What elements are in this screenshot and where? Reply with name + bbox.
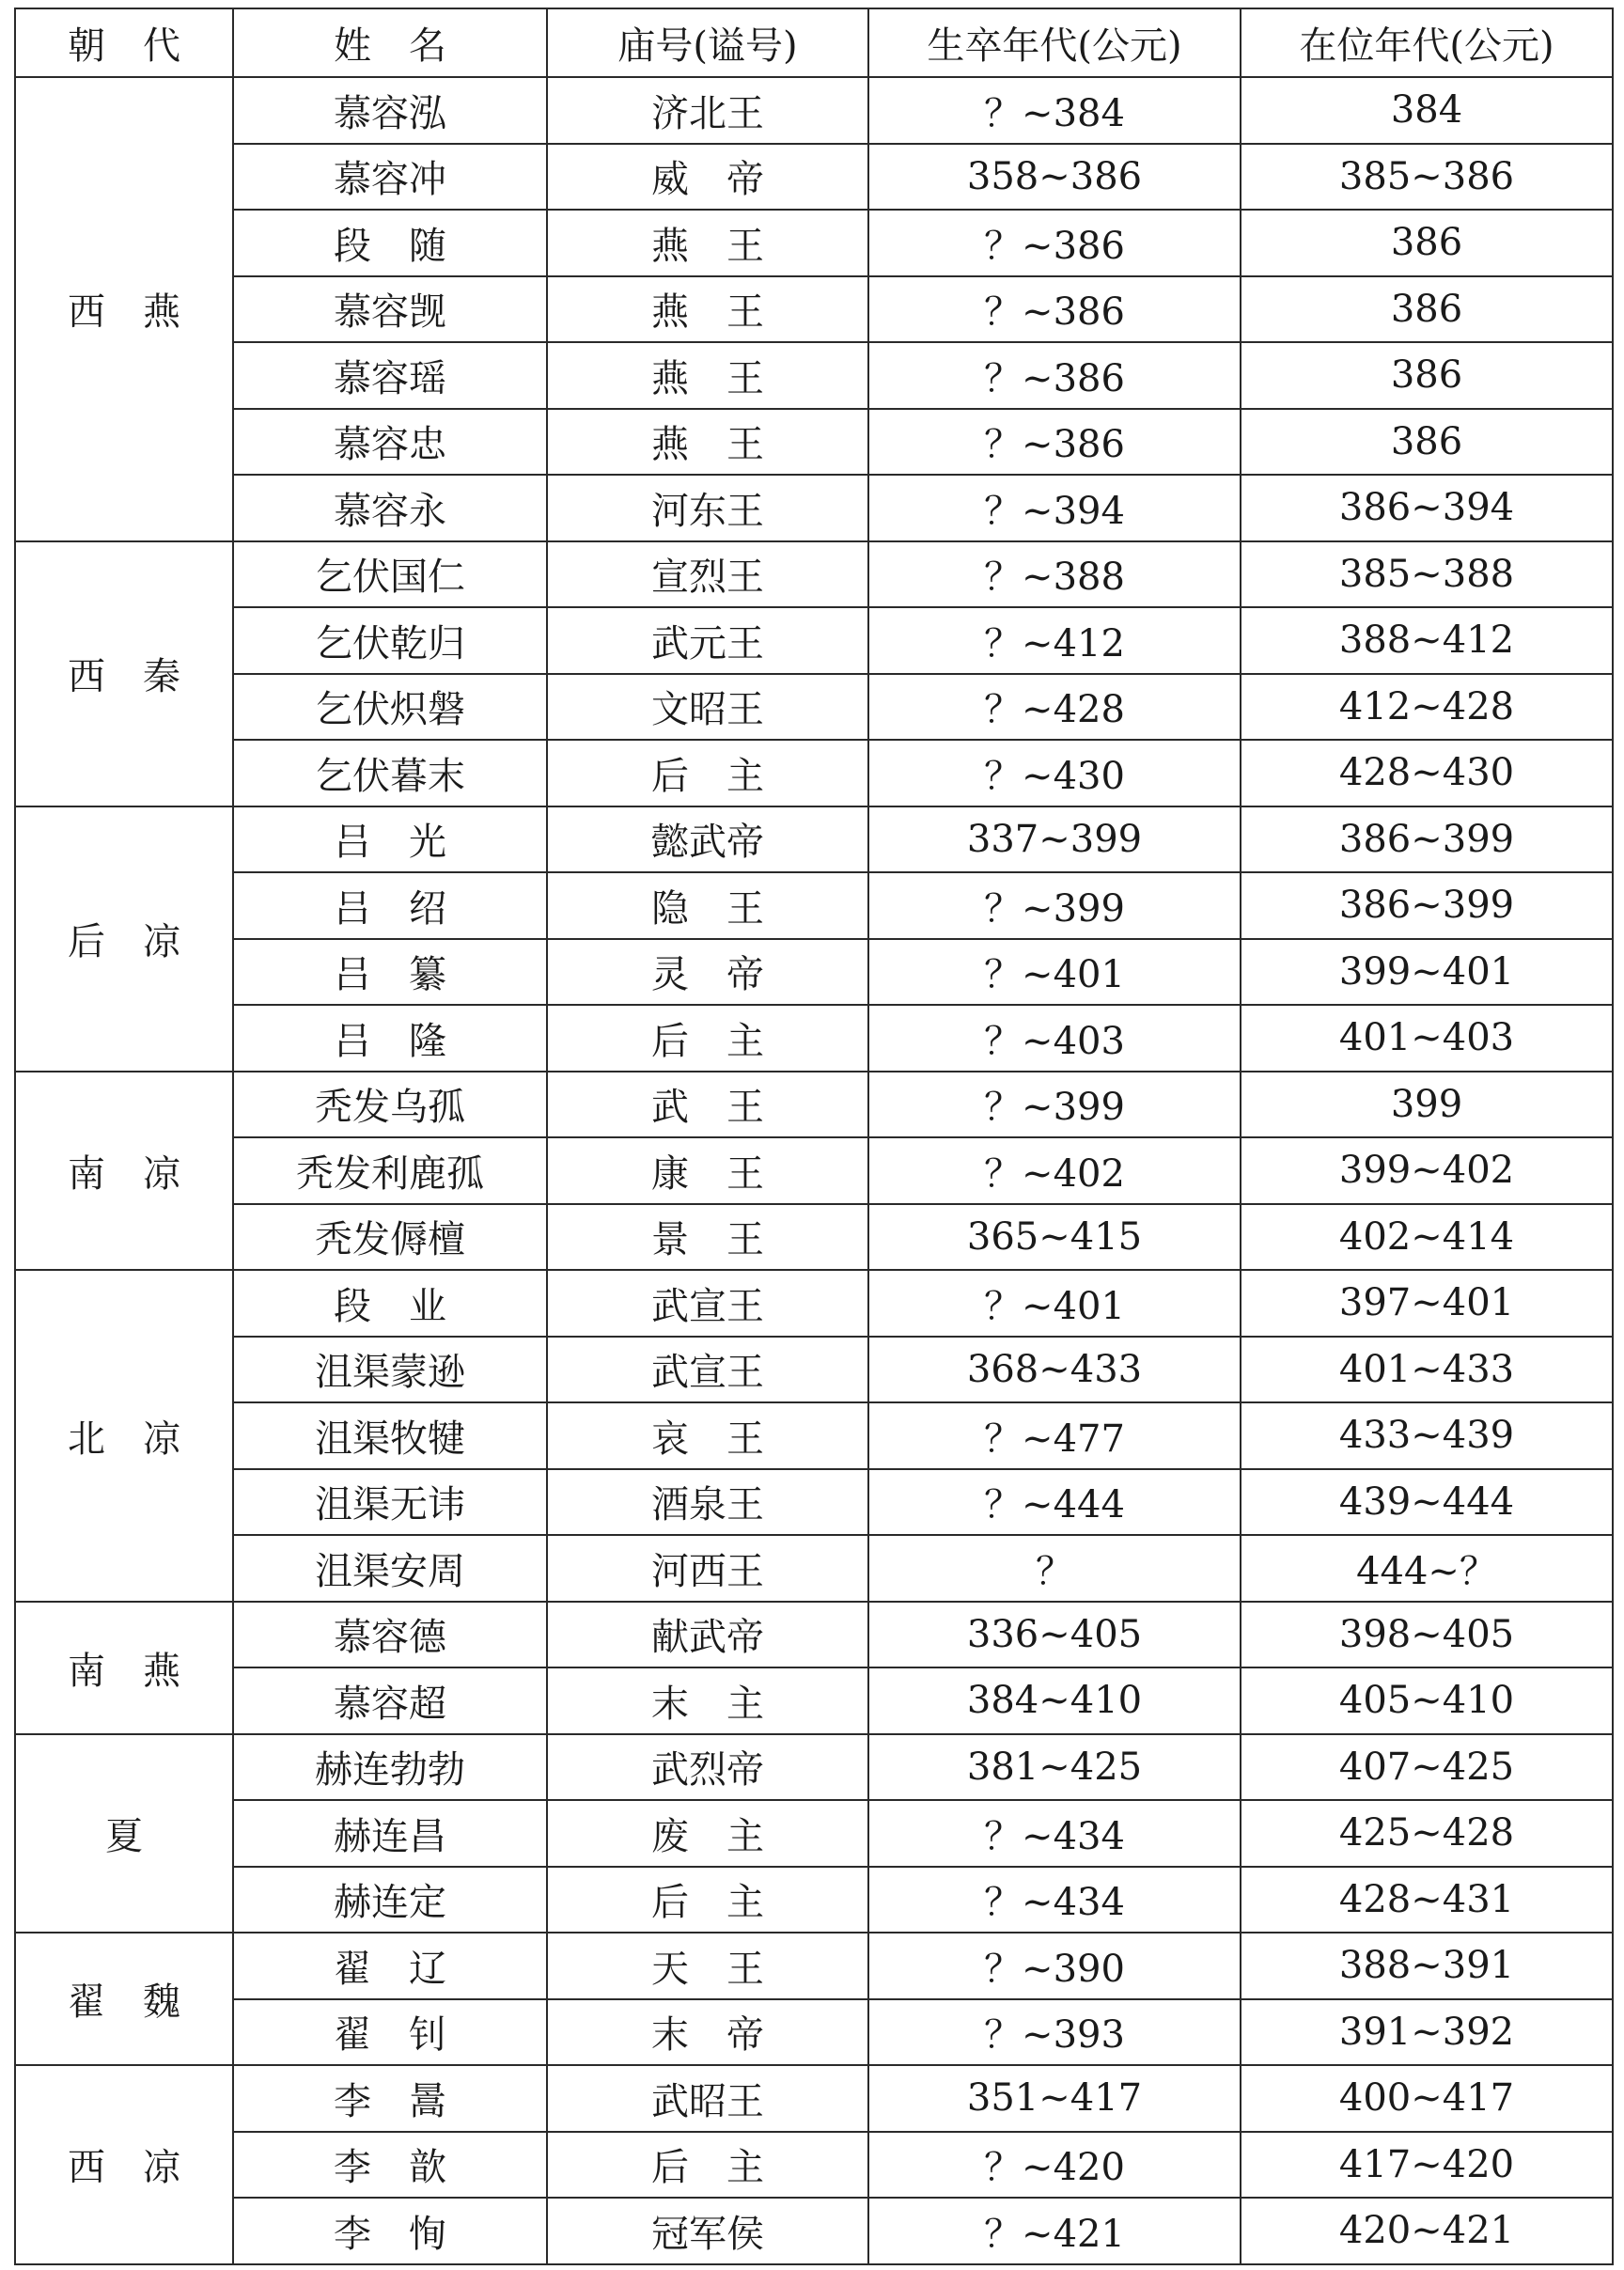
reign-cell: 386: [1241, 342, 1613, 409]
lifespan-cell: ？~386: [868, 409, 1241, 476]
reign-cell: 397~401: [1241, 1270, 1613, 1337]
ruler-name-cell: 慕容忠: [233, 409, 547, 476]
ruler-name-cell: 吕 绍: [233, 872, 547, 939]
ruler-name-cell: 乞伏国仁: [233, 541, 547, 608]
table-row: [15, 674, 1613, 741]
reign-cell: 400~417: [1241, 2065, 1613, 2132]
reign-cell: 386: [1241, 276, 1613, 343]
table-row: [15, 1137, 1613, 1204]
reign-cell: 417~420: [1241, 2132, 1613, 2199]
ruler-name-cell: 秃发乌孤: [233, 1072, 547, 1138]
table-header: [15, 8, 1613, 77]
table-row: [15, 939, 1613, 1006]
lifespan-cell: ？~420: [868, 2132, 1241, 2199]
ruler-name-cell: 李 暠: [233, 2065, 547, 2132]
ruler-name-cell: 秃发利鹿孤: [233, 1137, 547, 1204]
reign-cell: 385~388: [1241, 541, 1613, 608]
table-row: [15, 872, 1613, 939]
temple-title-cell: 末 帝: [547, 1999, 868, 2066]
table-row: [15, 342, 1613, 409]
dynasty-cell: 南 凉: [15, 1072, 233, 1271]
temple-title-cell: 燕 王: [547, 342, 868, 409]
lifespan-cell: ？~388: [868, 541, 1241, 608]
lifespan-cell: ？~403: [868, 1005, 1241, 1072]
dynasty-cell: 西 凉: [15, 2065, 233, 2264]
ruler-name-cell: 翟 钊: [233, 1999, 547, 2066]
table-row: [15, 740, 1613, 806]
ruler-name-cell: 赫连昌: [233, 1800, 547, 1867]
table-body: [15, 77, 1613, 2264]
temple-title-cell: 武宣王: [547, 1337, 868, 1403]
lifespan-cell: ？~399: [868, 872, 1241, 939]
table-row: [15, 1005, 1613, 1072]
header-name: 姓 名: [233, 8, 547, 77]
lifespan-cell: 351~417: [868, 2065, 1241, 2132]
lifespan-cell: ？~477: [868, 1402, 1241, 1469]
lifespan-cell: ？~434: [868, 1800, 1241, 1867]
temple-title-cell: 河东王: [547, 475, 868, 541]
lifespan-cell: ？~390: [868, 1933, 1241, 1999]
table-row: [15, 1535, 1613, 1602]
temple-title-cell: 济北王: [547, 77, 868, 144]
lifespan-cell: ？~412: [868, 607, 1241, 674]
lifespan-cell: ？~384: [868, 77, 1241, 144]
temple-title-cell: 燕 王: [547, 210, 868, 276]
temple-title-cell: 后 主: [547, 1867, 868, 1933]
header-dynasty: 朝 代: [15, 8, 233, 77]
table-row: [15, 541, 1613, 608]
dynasty-cell: 后 凉: [15, 806, 233, 1072]
reign-cell: 425~428: [1241, 1800, 1613, 1867]
temple-title-cell: 后 主: [547, 1005, 868, 1072]
lifespan-cell: ？~434: [868, 1867, 1241, 1933]
reign-cell: 386~399: [1241, 872, 1613, 939]
ruler-name-cell: 乞伏炽磐: [233, 674, 547, 741]
table-row: [15, 144, 1613, 211]
ruler-name-cell: 慕容永: [233, 475, 547, 541]
lifespan-cell: ？~394: [868, 475, 1241, 541]
temple-title-cell: 后 主: [547, 2132, 868, 2199]
ruler-name-cell: 沮渠安周: [233, 1535, 547, 1602]
lifespan-cell: ？~399: [868, 1072, 1241, 1138]
lifespan-cell: ？: [868, 1535, 1241, 1602]
temple-title-cell: 景 王: [547, 1204, 868, 1271]
rulers-table: [14, 8, 1614, 2265]
table-row: [15, 1469, 1613, 1536]
dynasty-cell: 西 秦: [15, 541, 233, 806]
reign-cell: 428~430: [1241, 740, 1613, 806]
temple-title-cell: 武昭王: [547, 2065, 868, 2132]
ruler-name-cell: 李 歆: [233, 2132, 547, 2199]
ruler-name-cell: 沮渠牧犍: [233, 1402, 547, 1469]
reign-cell: 412~428: [1241, 674, 1613, 741]
table-row: [15, 1933, 1613, 1999]
temple-title-cell: 河西王: [547, 1535, 868, 1602]
reign-cell: 405~410: [1241, 1667, 1613, 1734]
reign-cell: 399~402: [1241, 1137, 1613, 1204]
reign-cell: 388~391: [1241, 1933, 1613, 1999]
table-row: [15, 1204, 1613, 1271]
lifespan-cell: 381~425: [868, 1734, 1241, 1801]
temple-title-cell: 废 主: [547, 1800, 868, 1867]
temple-title-cell: 宣烈王: [547, 541, 868, 608]
ruler-name-cell: 吕 纂: [233, 939, 547, 1006]
reign-cell: 386~399: [1241, 806, 1613, 873]
table-row: [15, 1667, 1613, 1734]
header-lifespan: 生卒年代(公元): [868, 8, 1241, 77]
ruler-name-cell: 沮渠蒙逊: [233, 1337, 547, 1403]
ruler-name-cell: 赫连勃勃: [233, 1734, 547, 1801]
table-row: [15, 1602, 1613, 1668]
table-row: [15, 1402, 1613, 1469]
table-row: [15, 1072, 1613, 1138]
table-row: [15, 2198, 1613, 2264]
ruler-name-cell: 慕容瑶: [233, 342, 547, 409]
lifespan-cell: ？~401: [868, 1270, 1241, 1337]
table-row: [15, 276, 1613, 343]
table-row: [15, 409, 1613, 476]
reign-cell: 399~401: [1241, 939, 1613, 1006]
table-row: [15, 806, 1613, 873]
ruler-name-cell: 慕容冲: [233, 144, 547, 211]
table-row: [15, 607, 1613, 674]
ruler-name-cell: 段 业: [233, 1270, 547, 1337]
reign-cell: 391~392: [1241, 1999, 1613, 2066]
lifespan-cell: ？~444: [868, 1469, 1241, 1536]
dynasty-cell: 翟 魏: [15, 1933, 233, 2065]
header-temple-title: 庙号(谥号): [547, 8, 868, 77]
lifespan-cell: ？~428: [868, 674, 1241, 741]
temple-title-cell: 武烈帝: [547, 1734, 868, 1801]
reign-cell: 386~394: [1241, 475, 1613, 541]
ruler-name-cell: 乞伏暮末: [233, 740, 547, 806]
ruler-name-cell: 慕容泓: [233, 77, 547, 144]
reign-cell: 386: [1241, 210, 1613, 276]
dynasty-cell: 南 燕: [15, 1602, 233, 1734]
temple-title-cell: 康 王: [547, 1137, 868, 1204]
lifespan-cell: 384~410: [868, 1667, 1241, 1734]
temple-title-cell: 后 主: [547, 740, 868, 806]
reign-cell: 388~412: [1241, 607, 1613, 674]
reign-cell: 401~433: [1241, 1337, 1613, 1403]
reign-cell: 444~？: [1241, 1535, 1613, 1602]
lifespan-cell: 336~405: [868, 1602, 1241, 1668]
lifespan-cell: ？~401: [868, 939, 1241, 1006]
table-row: [15, 1337, 1613, 1403]
ruler-name-cell: 沮渠无讳: [233, 1469, 547, 1536]
table-row: [15, 1270, 1613, 1337]
reign-cell: 399: [1241, 1072, 1613, 1138]
temple-title-cell: 威 帝: [547, 144, 868, 211]
reign-cell: 439~444: [1241, 1469, 1613, 1536]
ruler-name-cell: 慕容超: [233, 1667, 547, 1734]
table-row: [15, 2065, 1613, 2132]
temple-title-cell: 灵 帝: [547, 939, 868, 1006]
lifespan-cell: ？~402: [868, 1137, 1241, 1204]
table-row: [15, 2132, 1613, 2199]
reign-cell: 428~431: [1241, 1867, 1613, 1933]
temple-title-cell: 武元王: [547, 607, 868, 674]
table-row: [15, 1999, 1613, 2066]
ruler-name-cell: 翟 辽: [233, 1933, 547, 1999]
lifespan-cell: 358~386: [868, 144, 1241, 211]
temple-title-cell: 武 王: [547, 1072, 868, 1138]
ruler-name-cell: 慕容德: [233, 1602, 547, 1668]
reign-cell: 407~425: [1241, 1734, 1613, 1801]
table-row: [15, 1867, 1613, 1933]
reign-cell: 398~405: [1241, 1602, 1613, 1668]
lifespan-cell: 368~433: [868, 1337, 1241, 1403]
reign-cell: 384: [1241, 77, 1613, 144]
header-reign: 在位年代(公元): [1241, 8, 1613, 77]
reign-cell: 420~421: [1241, 2198, 1613, 2264]
lifespan-cell: ？~386: [868, 210, 1241, 276]
ruler-name-cell: 秃发傉檀: [233, 1204, 547, 1271]
temple-title-cell: 献武帝: [547, 1602, 868, 1668]
ruler-name-cell: 段 随: [233, 210, 547, 276]
reign-cell: 401~403: [1241, 1005, 1613, 1072]
lifespan-cell: 365~415: [868, 1204, 1241, 1271]
lifespan-cell: ？~421: [868, 2198, 1241, 2264]
ruler-name-cell: 慕容觊: [233, 276, 547, 343]
temple-title-cell: 末 主: [547, 1667, 868, 1734]
temple-title-cell: 武宣王: [547, 1270, 868, 1337]
ruler-name-cell: 李 恂: [233, 2198, 547, 2264]
reign-cell: 433~439: [1241, 1402, 1613, 1469]
ruler-name-cell: 吕 光: [233, 806, 547, 873]
dynasty-cell: 夏: [15, 1734, 233, 1933]
temple-title-cell: 燕 王: [547, 276, 868, 343]
lifespan-cell: ？~386: [868, 342, 1241, 409]
lifespan-cell: 337~399: [868, 806, 1241, 873]
ruler-name-cell: 赫连定: [233, 1867, 547, 1933]
lifespan-cell: ？~386: [868, 276, 1241, 343]
temple-title-cell: 哀 王: [547, 1402, 868, 1469]
table-row: [15, 475, 1613, 541]
table-row: [15, 1734, 1613, 1801]
temple-title-cell: 隐 王: [547, 872, 868, 939]
reign-cell: 386: [1241, 409, 1613, 476]
ruler-name-cell: 乞伏乾归: [233, 607, 547, 674]
temple-title-cell: 燕 王: [547, 409, 868, 476]
table-row: [15, 1800, 1613, 1867]
lifespan-cell: ？~393: [868, 1999, 1241, 2066]
temple-title-cell: 酒泉王: [547, 1469, 868, 1536]
table-row: [15, 210, 1613, 276]
temple-title-cell: 天 王: [547, 1933, 868, 1999]
reign-cell: 385~386: [1241, 144, 1613, 211]
dynasty-cell: 西 燕: [15, 77, 233, 541]
temple-title-cell: 懿武帝: [547, 806, 868, 873]
header-row: [15, 8, 1613, 77]
lifespan-cell: ？~430: [868, 740, 1241, 806]
reign-cell: 402~414: [1241, 1204, 1613, 1271]
table-row: [15, 77, 1613, 144]
temple-title-cell: 文昭王: [547, 674, 868, 741]
ruler-name-cell: 吕 隆: [233, 1005, 547, 1072]
temple-title-cell: 冠军侯: [547, 2198, 868, 2264]
dynasty-cell: 北 凉: [15, 1270, 233, 1602]
